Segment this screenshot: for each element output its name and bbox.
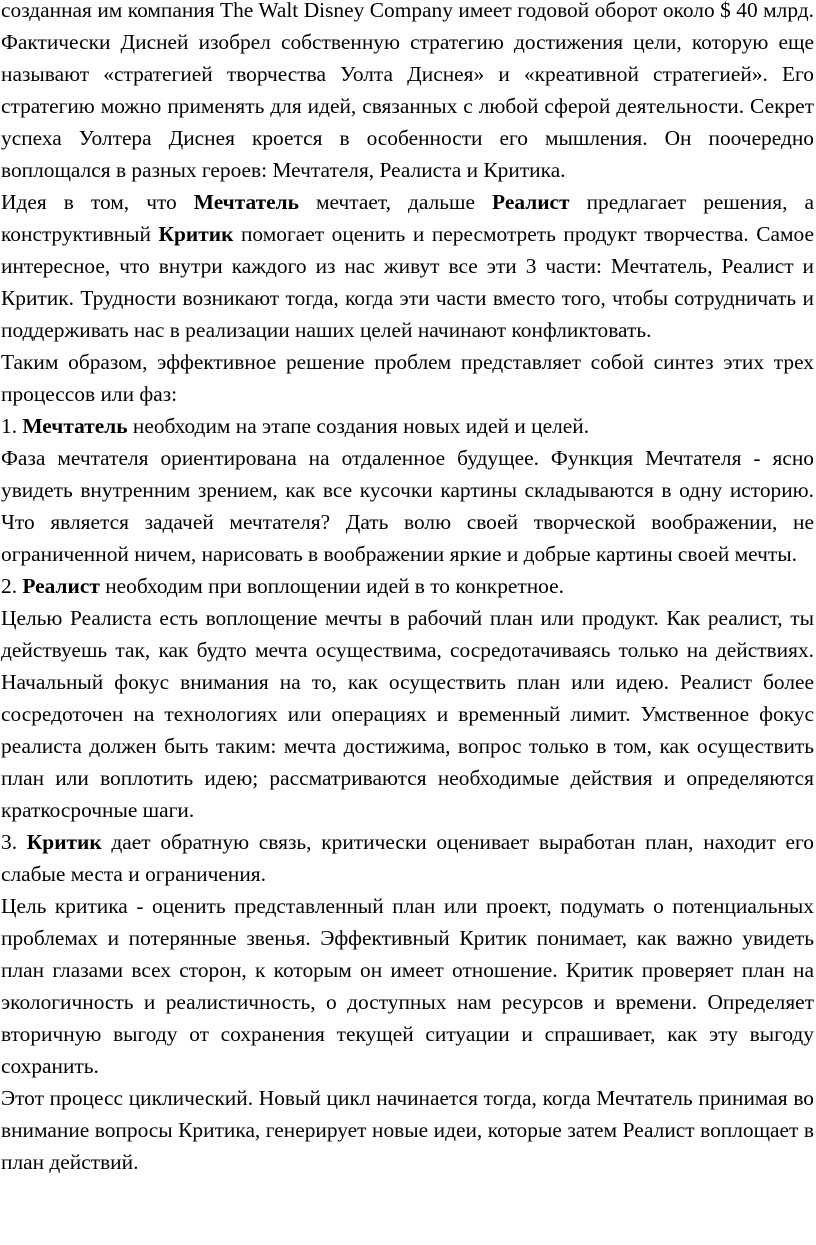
- text-segment: Этот процесс циклический. Новый цикл начинается тогда, когда Мечтатель принимая во внимание вопросы Критика, генерирует новые идеи, которые затем Реалист воплощает в план действий.: [1, 1086, 814, 1174]
- text-segment: созданная им компания The Walt Disney Company имеет годовой оборот около $ 40 млрд. Фактически Дисней изобрел собственную стратегию достижения цели, которую еще называют «стратегией творчества Уолта Диснея» и «креативной стратегией». Его стратегию можно применять для идей, связанных с любой сферой деятельности. Секрет успеха Уолтера Диснея кроется в особенности его мышления. Он поочередно воплощался в разных героев: Мечтателя, Реалиста и Критика.: [1, 0, 814, 182]
- paragraph-synthesis: [1, 346, 814, 410]
- list-item-dreamer: [1, 410, 814, 442]
- text-segment: предлагает решения, а конструктивный: [1, 190, 814, 246]
- text-segment: Таким образом, эффективное решение проблем представляет собой синтез этих трех процессов или фаз:: [1, 350, 814, 406]
- paragraph-idea: [1, 186, 814, 346]
- text-segment: дает обратную связь, критически оценивает выработан план, находит его слабые места и ограничения.: [1, 830, 814, 886]
- paragraph-realist-goal: [1, 602, 814, 826]
- list-number: 1.: [1, 414, 23, 438]
- list-number: 2.: [1, 574, 23, 598]
- text-segment: мечтает, дальше: [298, 190, 493, 214]
- text-segment: Фаза мечтателя ориентирована на отдаленное будущее. Функция Мечтателя - ясно увидеть внутренним зрением, как все кусочки картины складываются в одну историю. Что является задачей мечтателя? Дать волю своей творческой воображении, не ограниченной ничем, нарисовать в воображении яркие и добрые картины своей мечты.: [1, 446, 814, 566]
- bold-term-realist: Реалист: [492, 190, 570, 214]
- text-segment: необходим на этапе создания новых идей и целей.: [127, 414, 590, 438]
- bold-term-critic: Критик: [158, 222, 234, 246]
- paragraph-cycle: [1, 1082, 814, 1178]
- bold-term-critic: Критик: [26, 830, 102, 854]
- text-segment: Цель критика - оценить представленный план или проект, подумать о потенциальных проблемах и потерянные звенья. Эффективный Критик понимает, как важно увидеть план глазами всех сторон, к которым он имеет отношение. Критик проверяет план на экологичность и реалистичность, о доступных нам ресурсов и времени. Определяет вторичную выгоду от сохранения текущей ситуации и спрашивает, как эту выгоду сохранить.: [1, 894, 814, 1078]
- text-segment: Идея в том, что: [1, 190, 194, 214]
- text-segment: помогает оценить и пересмотреть продукт творчества. Самое интересное, что внутри каждого из нас живут все эти 3 части: Мечтатель, Реалист и Критик. Трудности возникают тогда, когда эти части вместо того, чтобы сотрудничать и поддерживать нас в реализации наших целей начинают конфликтовать.: [1, 222, 815, 342]
- bold-term-dreamer: Мечтатель: [22, 414, 128, 438]
- paragraph-critic-goal: [1, 890, 814, 1082]
- list-item-critic: [1, 826, 814, 890]
- list-number: 3.: [1, 830, 27, 854]
- text-segment: Целью Реалиста есть воплощение мечты в рабочий план или продукт. Как реалист, ты действуешь так, как будто мечта осуществима, сосредотачиваясь только на действиях. Начальный фокус внимания на то, как осуществить план или идею. Реалист более сосредоточен на технологиях или операциях и временный лимит. Умственное фокус реалиста должен быть таким: мечта достижима, вопрос только в том, как осуществить план или воплотить идею; рассматриваются необходимые действия и определяются краткосрочные шаги.: [1, 606, 814, 822]
- list-item-realist: [1, 570, 814, 602]
- text-segment: необходим при воплощении идей в то конкретное.: [99, 574, 564, 598]
- bold-term-realist: Реалист: [22, 574, 100, 598]
- bold-term-dreamer: Мечтатель: [193, 190, 299, 214]
- paragraph-dreamer-phase: [1, 442, 814, 570]
- paragraph-disney-company: [1, 0, 814, 186]
